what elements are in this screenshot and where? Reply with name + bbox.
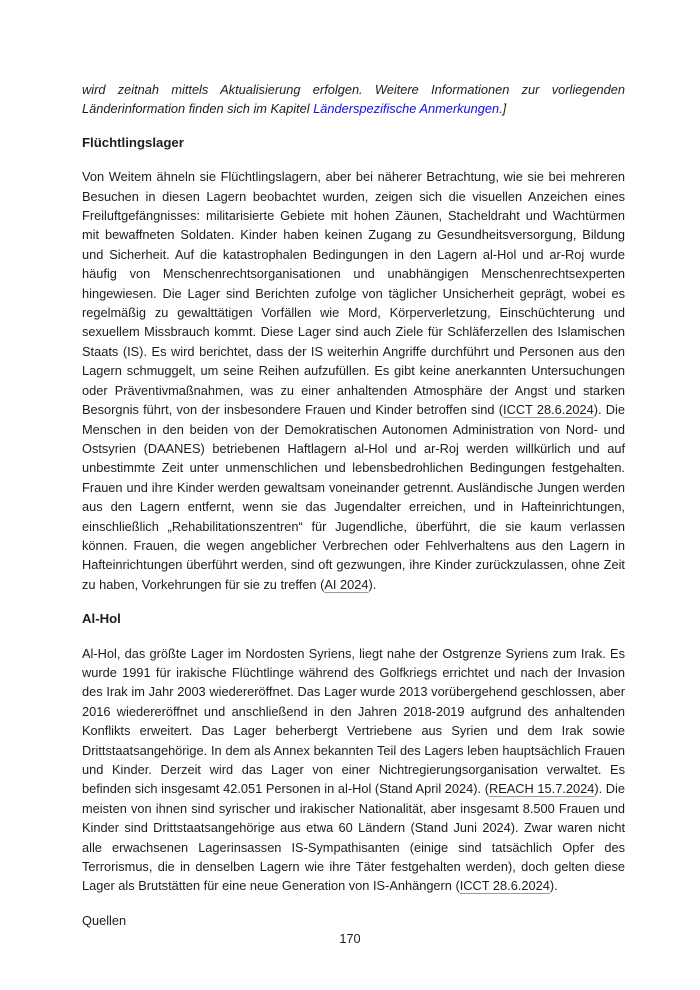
paragraph-fluechtlingslager: [82, 167, 625, 594]
text-run: ).: [368, 576, 377, 592]
section-heading-al-hol: Al-Hol: [82, 611, 121, 627]
citation-icct-28-6-2024[interactable]: ICCT 28.6.2024: [503, 402, 594, 418]
text-run: wird zeitnah mittels Aktualisierung erfolgen. Weitere Informationen zur vorliegenden Länderinformation finden sich im Kapitel: [82, 82, 625, 117]
text-run: .]: [499, 101, 507, 117]
quellen-label: Quellen: [82, 912, 127, 928]
text-run: ). Die meisten von ihnen sind syrischer und irakischer Nationalität, aber insgesamt 8.500 Frauen und Kinder sind Drittstaatsangehörige aus etwa 60 Ländern (Stand Juni 2024). Zwar waren nicht alle erwachsenen Lagerinsassen IS-Sympathisanten (einige sind tatsächlich Opfer des Terrorismus, die in denselben Lagern wie ihre Täter festgehalten werden), doch gelten diese Lager als Brutstätten für eine neue Generation von IS-Anhängern (: [82, 781, 626, 894]
text-run: Von Weitem ähneln sie Flüchtlingslagern, aber bei näherer Betrachtung, wie sie bei mehreren Besuchen in diesen Lagern beobachtet wurden, zeigen sich die visuellen Anzeichen eines Freiluftgefängnisses: militarisierte Gebiete mit hohen Zäunen, Stacheldraht und Wachtürmen mit bewaffneten Soldaten. Kinder haben keinen Zugang zu Gesundheitsversorgung, Bildung und Sicherheit. Auf die katastrophalen Bedingungen in den Lagern al-Hol und ar-Roj wurde häufig von Menschenrechtsorganisationen und unabhängigen Menschenrechtsexperten hingewiesen. Die Lager sind Berichten zufolge von täglicher Unsicherheit geprägt, wobei es regelmäßig zu gewalttätigen Vorfällen wie Mord, Körperverletzung, Einschüchterung und sexuellem Missbrauch kommt. Diese Lager sind auch Ziele für Schläferzellen des Islamischen Staats (IS). Es wird berichtet, dass der IS weiterhin Angriffe durchführt und Personen aus den Lagern schmuggelt, um seine Reihen aufzufüllen. Es gibt keine anerkannten Untersuchungen oder Präventivmaßnahmen, was zu einer anhaltenden Atmosphäre der Angst und starken Besorgnis führt, von der insbesondere Frauen und Kinder betroffen sind (: [82, 169, 625, 418]
text-run: Al-Hol, das größte Lager im Nordosten Syriens, liegt nahe der Ostgrenze Syriens zum Irak. Es wurde 1991 für irakische Flüchtlinge während des Golfkriegs errichtet und nach der Invasion des Irak im Jahr 2003 wiedereröffnet. Das Lager wurde 2013 vorübergehend geschlossen, aber 2016 wiedereröffnet und anschließend in den Jahren 2018-2019 aufgrund des anhaltenden Konflikts erweitert. Das Lager beherbergt Vertriebene aus Syrien und dem Irak sowie Drittstaatsangehörige. In dem als Annex bekannten Teil des Lagers leben hauptsächlich Frauen und Kinder. Derzeit wird das Lager von einer Nichtregierungsorganisation verwaltet. Es befinden sich insgesamt 42.051 Personen in al-Hol (Stand April 2024). (: [82, 645, 625, 797]
citation-ai-2024[interactable]: AI 2024: [324, 576, 369, 592]
link-laenderspezifische-anmerkungen[interactable]: Länderspezifische Anmerkungen: [313, 101, 500, 117]
page-number: 170: [339, 931, 361, 946]
document-content: [82, 80, 625, 930]
citation-icct-28-6-2024-2[interactable]: ICCT 28.6.2024: [459, 878, 550, 894]
paragraph-al-hol: [82, 644, 625, 896]
section-heading-fluechtlingslager: Flüchtlingslager: [82, 134, 184, 150]
text-run: ).: [549, 878, 558, 894]
text-run: ). Die Menschen in den beiden von der Demokratischen Autonomen Administration von Nord- und Ostsyrien (DAANES) betriebenen Haftlagern al-Hol und ar-Roj werden willkürlich und auf unbestimmte Zeit unter unmenschlichen und lebensbedrohlichen Bedingungen festgehalten. Frauen und ihre Kinder werden gewaltsam voneinander getrennt. Ausländische Jungen werden aus den Lagern entfernt, wenn sie das Jugendalter erreichen, und in Hafteinrichtungen, einschließlich „Rehabilitationszentren“ für Jugendliche, überführt, die sie kaum verlassen können. Frauen, die wegen angeblicher Verbrechen oder Fehlverhaltens aus den Lagern in Hafteinrichtungen überführt werden, sind oft gezwungen, ihre Kinder zurückzulassen, ohne Zeit zu haben, Vorkehrungen für sie zu treffen (: [82, 402, 626, 592]
citation-reach-15-7-2024[interactable]: REACH 15.7.2024: [488, 781, 595, 797]
editorial-note-paragraph: [82, 80, 625, 119]
